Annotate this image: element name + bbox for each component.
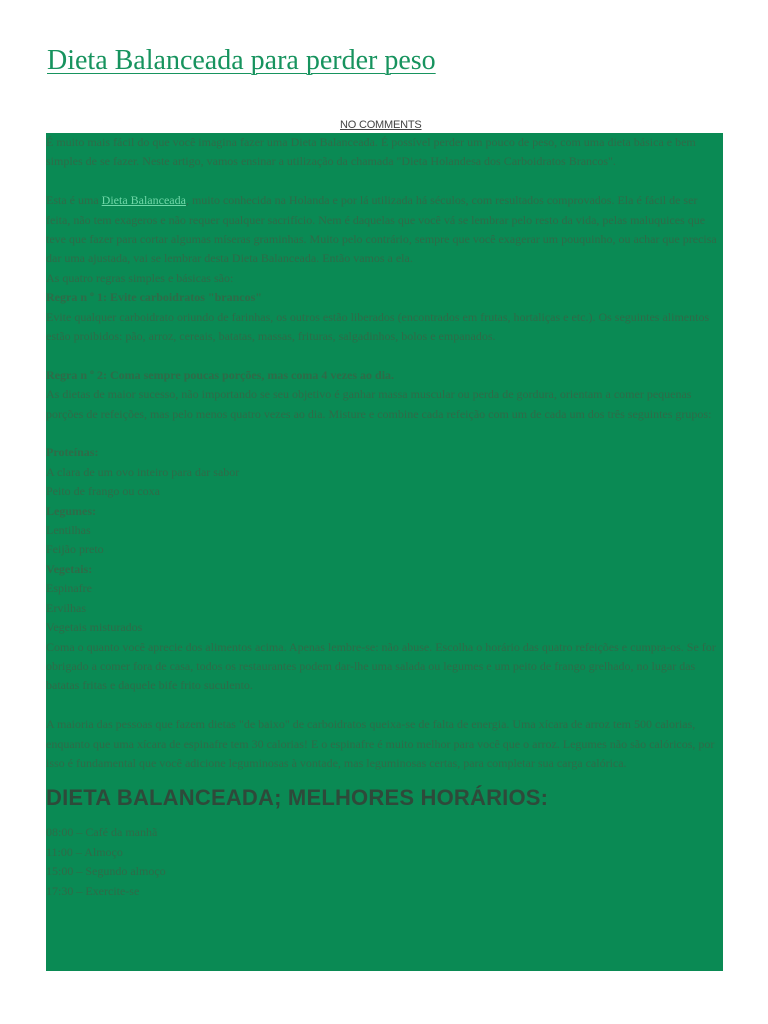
comments-link[interactable]: NO COMMENTS xyxy=(340,119,422,131)
carbs-paragraph: A maioria das pessoas que fazem dietas "de baixo" de carboidratos queixa-se de falta de energia. Uma xícara de arroz tem 500 calorias, enquanto que uma xícara de espinafre tem 30 calorias! E o espinafre é muito melhor para você que o arroz. Legumes não são calóricos, por isso é fundamental que você adicione leguminosas à vontade, mas leguminosas certas, para completar sua carga calórica. xyxy=(46,717,715,770)
dieta-paragraph-start: Esta é uma xyxy=(46,193,102,208)
vegetables-label: Vegetais: xyxy=(46,561,93,576)
post-title[interactable]: Dieta Balanceada para perder peso xyxy=(47,45,436,76)
dieta-paragraph xyxy=(46,191,723,269)
paragraph-gap xyxy=(46,346,723,365)
legumes-label: Legumes: xyxy=(46,503,96,518)
paragraph-gap xyxy=(46,172,723,191)
advice-paragraph: Coma o quanto você aprecie dos alimentos acima. Apenas lembre-se: não abuse. Escolha o horário das quatro refeições e cumpra-os. Se for obrigado a comer fora de casa, todos os restaurantes podem dar-lhe uma salada ou legumes e um peito de frango grelhado, no lugar das batatas fritas e daquele bife frito suculento. xyxy=(46,639,716,693)
schedule-item: 15:00 – Segundo almoço xyxy=(46,864,166,879)
schedule-heading: DIETA BALANCEADA; MELHORES HORÁRIOS: xyxy=(46,785,549,811)
legume-item: Lentilhas xyxy=(46,523,91,538)
protein-item: A clara de um ovo inteiro para dar sabor xyxy=(46,464,240,479)
rule2-title: Regra n º 2: Coma sempre poucas porções, mas coma 4 vezes ao dia. xyxy=(46,367,395,382)
schedule-item: 17:30 – Exercite-se xyxy=(46,883,140,898)
rule1-text: Evite qualquer carboidrato oriundo de farinhas, os outros estão liberados (encontrados em frutas, hortaliças e etc.). Os seguintes alimentos estão proibidos: pão, arroz, cereais, batatas, massas, frituras, salgadinhos, bolos e empanados. xyxy=(46,309,710,344)
vegetable-item: Ervilhas xyxy=(46,600,86,615)
paragraph-gap xyxy=(46,696,723,715)
legume-item: Feijão preto xyxy=(46,542,104,557)
rules-intro: As quatro regras simples e básicas são: xyxy=(46,270,234,285)
dieta-paragraph-end: , muito conhecida na Holanda e por lá utilizada há séculos, com resultados comprovados. Ela é fácil de ser feita, não tem exageros e não requer qualquer sacrifício. Nem é daquelas que você vá se lembrar pelo resto da vida, pelas maluquices que teve que fazer para cortar algumas míseras graminhas. Muito pelo contrário, sempre que você exagerar um pouquinho, ou achar que precisa dar uma ajustada, vai se lembrar desta Dieta Balanceada. Então vamos a ela. xyxy=(46,193,717,266)
vegetable-item: Vegetais misturados xyxy=(46,620,143,635)
schedule-item: 11:00 – Almoço xyxy=(46,844,123,859)
rule2-text: As dietas de maior sucesso, não importando se seu objetivo é ganhar massa muscular ou perda de gordura, orientam a comer pequenas porções de refeições, mas pelo menos quatro vezes ao dia. Misture e combine cada refeição com um de cada um dos três seguintes grupos: xyxy=(46,387,712,421)
schedule-list xyxy=(46,823,723,901)
vegetable-item: Espinafre xyxy=(46,581,92,596)
schedule-item: 08:00 – Café da manhã xyxy=(46,825,158,840)
article-body xyxy=(46,133,723,971)
intro-paragraph: É muito mais fácil do que você imagina fazer uma Dieta Balanceada. É possível perder um pouco de peso, com uma dieta básica e bem simples de se fazer. Neste artigo, vamos ensinar a utilização da chamada "Dieta Holandesa dos Carboidratos Brancos". xyxy=(46,135,696,169)
paragraph-gap xyxy=(46,424,723,443)
dieta-balanceada-link[interactable]: Dieta Balanceada xyxy=(101,193,186,208)
proteins-label: Proteínas: xyxy=(46,445,99,460)
rule1-title: Regra n º 1: Evite carboidratos "brancos" xyxy=(46,290,262,305)
protein-item: Peito de frango ou coxa xyxy=(46,484,160,499)
